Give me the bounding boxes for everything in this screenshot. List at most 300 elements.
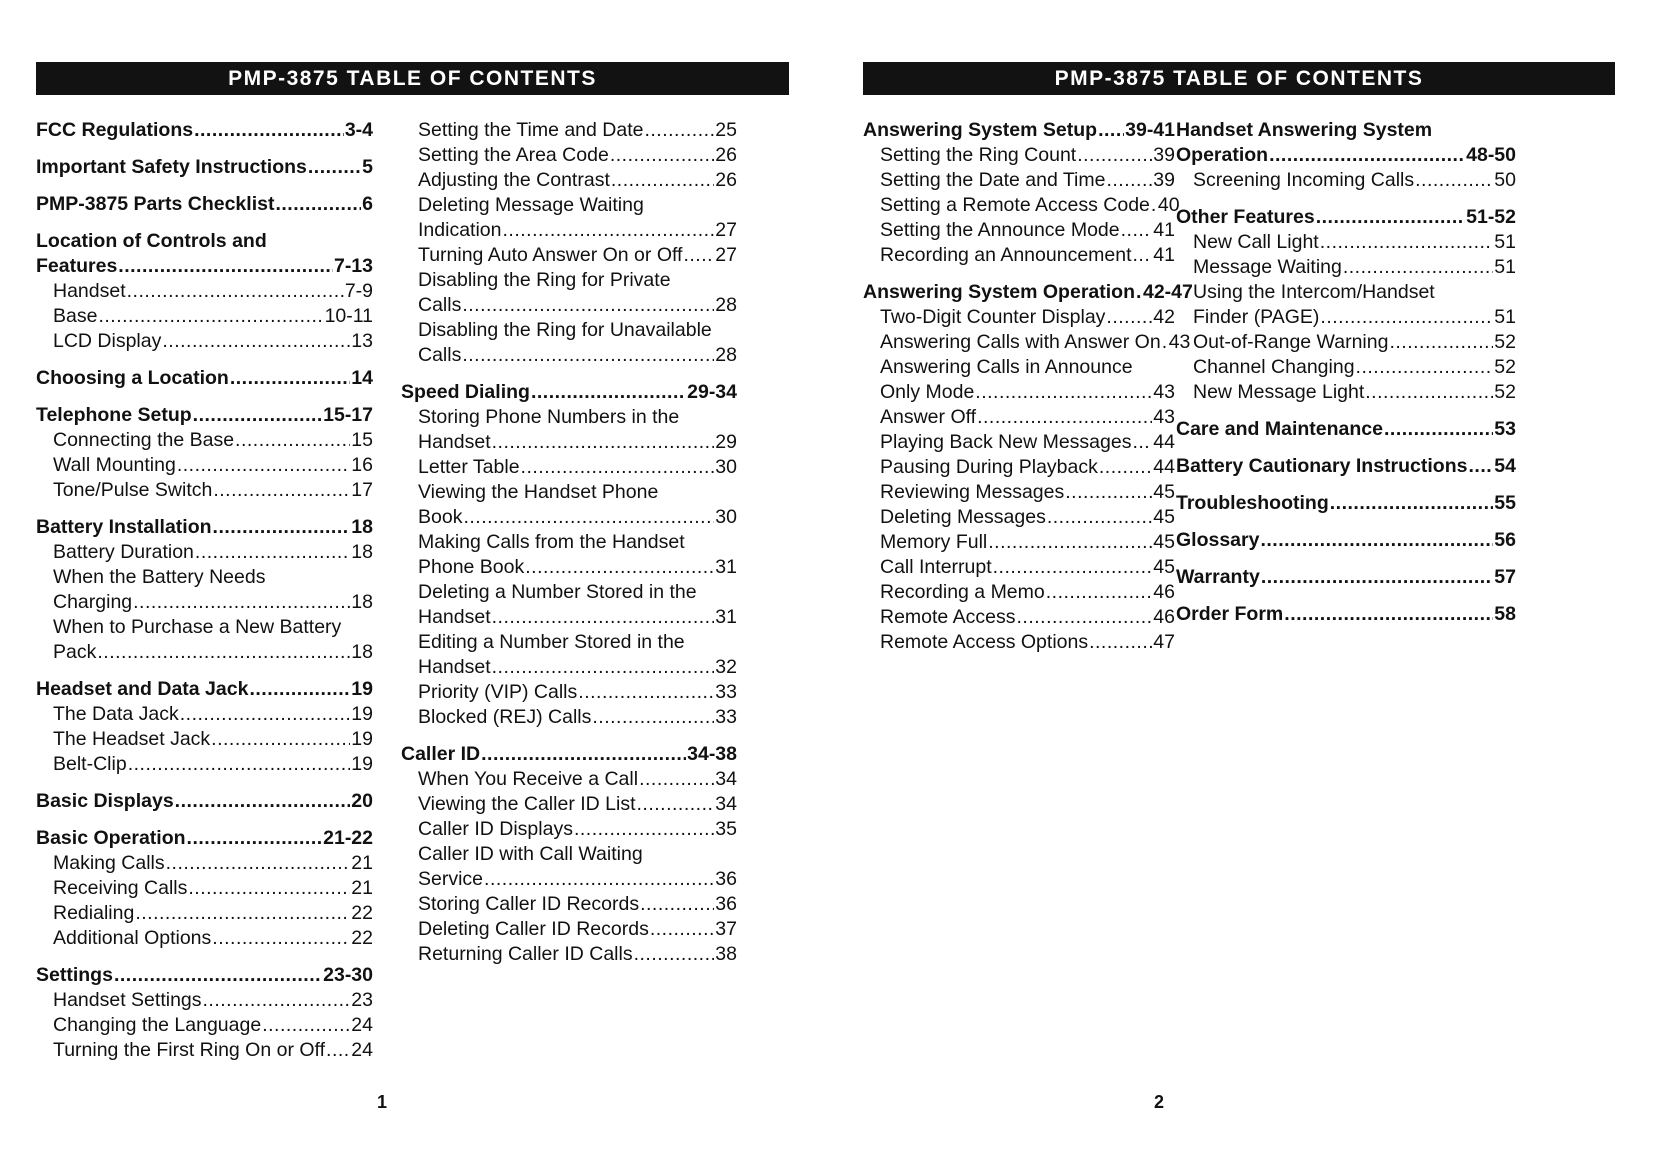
toc-page-number: 54 xyxy=(1494,455,1516,477)
toc-entry-text: Recording an Announcement xyxy=(880,244,1132,266)
toc-page-number: 30 xyxy=(715,456,737,478)
dot-leader xyxy=(127,279,344,304)
toc-entry-text: Caller ID Displays xyxy=(418,818,573,840)
toc-subsection-entry xyxy=(863,218,1175,243)
dot-leader xyxy=(177,453,350,478)
toc-entry-text: Setting the Announce Mode xyxy=(880,219,1120,241)
toc-entry-text: Disabling the Ring for Private xyxy=(418,269,671,291)
toc-entry-text: Storing Phone Numbers in the xyxy=(418,406,680,428)
toc-section-entry xyxy=(863,118,1175,143)
toc-page-number: 34 xyxy=(715,793,737,815)
toc-entry-text: Order Form xyxy=(1176,603,1284,625)
dot-leader xyxy=(492,430,715,455)
toc-entry-text: Using the Intercom/Handset xyxy=(1193,281,1435,303)
dot-leader xyxy=(610,143,714,168)
toc-page-number: 27 xyxy=(715,219,737,241)
toc-entry-text: Handset xyxy=(53,280,126,302)
toc-entry-text: Basic Displays xyxy=(36,790,174,812)
dot-leader xyxy=(1330,491,1494,516)
toc-subsection-entry xyxy=(401,942,737,967)
toc-page-number: 25 xyxy=(715,119,737,141)
toc-page-number: 19 xyxy=(351,703,373,725)
toc-header: PMP-3875 TABLE OF CONTENTS xyxy=(36,62,789,95)
toc-page-number: 19 xyxy=(351,753,373,775)
toc-subsection-entry xyxy=(401,218,737,243)
toc-entry-text: Changing the Language xyxy=(53,1014,262,1036)
toc-subsection-entry xyxy=(1176,305,1516,330)
toc-page-number: 43 xyxy=(1153,381,1175,403)
toc-page-number: 18 xyxy=(351,541,373,563)
dot-leader xyxy=(213,515,351,540)
toc-page-number: 21 xyxy=(351,852,373,874)
toc-page-number: 18 xyxy=(351,516,373,538)
dot-leader xyxy=(592,705,714,730)
dot-leader xyxy=(203,988,351,1013)
dot-leader xyxy=(975,380,1152,405)
toc-subsection-entry xyxy=(401,168,737,193)
toc-entry-text: Operation xyxy=(1176,144,1269,166)
toc-page-number: 41 xyxy=(1153,244,1175,266)
toc-entry-text: LCD Display xyxy=(53,330,162,352)
toc-subsection-entry xyxy=(36,727,373,752)
toc-page-number: 46 xyxy=(1153,581,1175,603)
toc-page-number: 45 xyxy=(1153,506,1175,528)
dot-leader xyxy=(98,304,323,329)
toc-page-number: 3-4 xyxy=(344,119,373,141)
toc-page-number: 13 xyxy=(351,330,373,352)
toc-entry-text: Care and Maintenance xyxy=(1176,418,1383,440)
toc-subsection-entry xyxy=(401,143,737,168)
dot-leader xyxy=(988,530,1152,555)
toc-entry-text: Adjusting the Contrast xyxy=(418,169,610,191)
toc-page-number: 53 xyxy=(1494,418,1516,440)
toc-subsection-entry xyxy=(401,555,737,580)
dot-leader xyxy=(1284,602,1493,627)
toc-section-entry xyxy=(36,118,373,143)
toc-section-entry xyxy=(1176,491,1516,516)
section-gap xyxy=(1176,442,1516,454)
toc-page-number: 46 xyxy=(1153,606,1175,628)
left-page xyxy=(0,0,829,1156)
toc-subsection-entry xyxy=(36,590,373,615)
toc-subsection-entry xyxy=(36,1013,373,1038)
toc-subsection-entry xyxy=(401,705,737,730)
toc-subsection-entry xyxy=(36,540,373,565)
toc-entry-text: Returning Caller ID Calls xyxy=(418,943,633,965)
toc-subsection-entry xyxy=(863,305,1175,330)
toc-entry-text: Setting the Ring Count xyxy=(880,144,1077,166)
dot-leader xyxy=(249,677,350,702)
toc-entry-text: The Headset Jack xyxy=(53,728,211,750)
dot-leader xyxy=(1106,168,1152,193)
dot-leader xyxy=(1468,454,1493,479)
dot-leader xyxy=(135,901,350,926)
toc-subsection-entry xyxy=(863,243,1175,268)
toc-entry-text: Settings xyxy=(36,964,113,986)
toc-page-number: 39 xyxy=(1153,169,1175,191)
toc-page-number: 36 xyxy=(715,893,737,915)
toc-page-number: 32 xyxy=(715,656,737,678)
toc-entry-text: Handset Settings xyxy=(53,989,202,1011)
toc-section-entry xyxy=(401,380,737,405)
toc-entry-text: Answering System Setup xyxy=(863,119,1098,141)
toc-page-number: 31 xyxy=(715,556,737,578)
section-gap xyxy=(36,391,373,403)
toc-page-number: 23 xyxy=(351,989,373,1011)
toc-subsection-entry xyxy=(36,901,373,926)
dot-leader xyxy=(463,505,714,530)
toc-entry-text: Features xyxy=(36,255,118,277)
toc-subsection-entry xyxy=(401,917,737,942)
dot-leader xyxy=(308,155,361,180)
toc-subsection-entry xyxy=(1176,230,1516,255)
toc-page-number: 22 xyxy=(351,927,373,949)
toc-entry-text: Battery Duration xyxy=(53,541,194,563)
toc-page-number: 52 xyxy=(1494,381,1516,403)
toc-entry-text: Answering Calls in Announce xyxy=(880,356,1133,378)
toc-subsection-entry xyxy=(36,428,373,453)
toc-subsection-entry xyxy=(401,455,737,480)
section-gap xyxy=(36,354,373,366)
dot-leader xyxy=(1065,480,1152,505)
toc-entry-text: Belt-Clip xyxy=(53,753,127,775)
toc-entry-text: Tone/Pulse Switch xyxy=(53,479,213,501)
toc-page-number: 50 xyxy=(1494,169,1516,191)
toc-entry-text: Storing Caller ID Records xyxy=(418,893,640,915)
toc-subsection-entry xyxy=(36,1038,373,1063)
toc-entry-text: Pausing During Playback xyxy=(880,456,1098,478)
toc-page-number: 44 xyxy=(1153,431,1175,453)
section-gap xyxy=(863,268,1175,280)
toc-page-number: 45 xyxy=(1153,531,1175,553)
toc-entry-text: Connecting the Base xyxy=(53,429,235,451)
toc-subsection-entry xyxy=(863,580,1175,605)
toc-section-entry xyxy=(1176,417,1516,442)
dot-leader xyxy=(525,555,714,580)
toc-subsection-entry xyxy=(863,330,1191,355)
toc-page-number: 27 xyxy=(715,244,737,266)
toc-page-number: 51 xyxy=(1494,256,1516,278)
toc-page-number: 28 xyxy=(715,344,737,366)
dot-leader xyxy=(1151,193,1157,218)
dot-leader xyxy=(97,640,350,665)
toc-entry-text: Setting the Time and Date xyxy=(418,119,644,141)
toc-subsection-entry xyxy=(863,480,1175,505)
toc-entry-text: Warranty xyxy=(1176,566,1260,588)
toc-entry-text: Message Waiting xyxy=(1193,256,1342,278)
toc-header: PMP-3875 TABLE OF CONTENTS xyxy=(863,62,1615,95)
toc-entry-text: Battery Cautionary Instructions xyxy=(1176,455,1468,477)
toc-page-number: 45 xyxy=(1153,481,1175,503)
dot-leader xyxy=(114,963,322,988)
toc-entry-text: Screening Incoming Calls xyxy=(1193,169,1415,191)
toc-entry-text: Handset xyxy=(418,606,491,628)
toc-subsection-entry xyxy=(401,243,737,268)
toc-entry-text: Deleting Caller ID Records xyxy=(418,918,649,940)
toc-subsection-entry xyxy=(36,453,373,478)
toc-entry-text: Caller ID xyxy=(401,743,481,765)
toc-subsection-entry xyxy=(401,293,737,318)
toc-entry-text: Playing Back New Messages xyxy=(880,431,1132,453)
dot-leader xyxy=(644,118,714,143)
dot-leader xyxy=(118,254,333,279)
dot-leader xyxy=(1133,243,1153,268)
toc-section-entry xyxy=(863,280,1193,305)
toc-entry-text: Answer Off xyxy=(880,406,977,428)
toc-entry-text: Receiving Calls xyxy=(53,877,188,899)
toc-entry-text: Service xyxy=(418,868,484,890)
toc-subsection-entry xyxy=(863,530,1175,555)
toc-entry-text: Speed Dialing xyxy=(401,381,530,403)
toc-page-number: 57 xyxy=(1494,566,1516,588)
toc-subsection-entry xyxy=(401,767,737,792)
toc-page-number: 36 xyxy=(715,868,737,890)
toc-page-number: 33 xyxy=(715,706,737,728)
dot-leader xyxy=(193,403,322,428)
toc-subsection-entry xyxy=(401,505,737,530)
toc-page-number: 26 xyxy=(715,169,737,191)
toc-entry-text: When to Purchase a New Battery xyxy=(53,616,342,638)
toc-entry-text: Remote Access Options xyxy=(880,631,1089,653)
toc-page-number: 35 xyxy=(715,818,737,840)
dot-leader xyxy=(462,343,714,368)
toc-subsection-entry xyxy=(401,867,737,892)
toc-entry-text: Reviewing Messages xyxy=(880,481,1065,503)
section-gap xyxy=(36,143,373,155)
toc-entry-text: Turning the First Ring On or Off xyxy=(53,1039,326,1061)
toc-entry-text: Troubleshooting xyxy=(1176,492,1329,514)
toc-column xyxy=(863,118,1193,655)
toc-entry-text: Base xyxy=(53,305,98,327)
dot-leader xyxy=(1260,528,1493,553)
dot-leader xyxy=(640,892,714,917)
toc-page-number: 15-17 xyxy=(323,404,373,426)
toc-subsection-entry xyxy=(1176,168,1516,193)
section-gap xyxy=(1176,405,1516,417)
toc-section-entry xyxy=(1176,143,1516,168)
toc-entry-text: Finder (PAGE) xyxy=(1193,306,1320,328)
toc-page-number: 22 xyxy=(351,902,373,924)
toc-page-number: 33 xyxy=(715,681,737,703)
toc-page-number: 15 xyxy=(351,429,373,451)
toc-page-number: 17 xyxy=(351,479,373,501)
toc-entry-text: Viewing the Handset Phone xyxy=(418,481,659,503)
toc-page-number: 40 xyxy=(1157,194,1180,216)
toc-page-number: 52 xyxy=(1494,356,1516,378)
toc-entry-text: Important Safety Instructions xyxy=(36,156,307,178)
dot-leader xyxy=(484,867,714,892)
toc-entry-text: Redialing xyxy=(53,902,135,924)
dot-leader xyxy=(133,590,350,615)
toc-page-number: 10-11 xyxy=(324,305,373,327)
section-gap xyxy=(1176,553,1516,565)
section-gap xyxy=(1176,193,1516,205)
dot-leader xyxy=(634,942,715,967)
toc-page-number: 37 xyxy=(715,918,737,940)
toc-entry-text: Choosing a Location xyxy=(36,367,229,389)
page-number: 1 xyxy=(377,1092,388,1112)
dot-leader xyxy=(1343,255,1493,280)
toc-entry-text: Blocked (REJ) Calls xyxy=(418,706,592,728)
toc-page-number: 51 xyxy=(1494,306,1516,328)
toc-page-number: 56 xyxy=(1494,529,1516,551)
toc-section-entry xyxy=(36,515,373,540)
dot-leader xyxy=(235,428,350,453)
toc-entry-text: Making Calls from the Handset xyxy=(418,531,685,553)
toc-subsection-entry xyxy=(863,430,1175,455)
toc-entry-text: Charging xyxy=(53,591,133,613)
dot-leader xyxy=(521,455,715,480)
toc-entry-text: Out-of-Range Warning xyxy=(1193,331,1389,353)
toc-page-number: 7-9 xyxy=(344,280,373,302)
toc-subsection-entry xyxy=(1176,255,1516,280)
dot-leader xyxy=(1121,218,1153,243)
toc-entry-text: Two-Digit Counter Display xyxy=(880,306,1106,328)
dot-leader xyxy=(502,218,714,243)
dot-leader xyxy=(1089,630,1152,655)
dot-leader xyxy=(977,405,1152,430)
dot-leader xyxy=(650,917,714,942)
dot-leader xyxy=(1047,505,1152,530)
dot-leader xyxy=(1106,305,1152,330)
toc-page-number: 28 xyxy=(715,294,737,316)
toc-page-number: 39-41 xyxy=(1125,119,1175,141)
dot-leader xyxy=(175,789,351,814)
toc-entry-text: Letter Table xyxy=(418,456,520,478)
dot-leader xyxy=(326,1038,350,1063)
toc-entry-text: Glossary xyxy=(1176,529,1260,551)
toc-subsection-entry xyxy=(401,655,737,680)
toc-page-number: 20 xyxy=(351,790,373,812)
toc-subsection-entry xyxy=(401,343,737,368)
toc-page-number: 24 xyxy=(351,1039,373,1061)
toc-page-number: 21 xyxy=(351,877,373,899)
section-gap xyxy=(401,730,737,742)
dot-leader xyxy=(462,293,714,318)
toc-entry-text: Calls xyxy=(418,294,462,316)
toc-page-number: 31 xyxy=(715,606,737,628)
toc-subsection-entry xyxy=(401,792,737,817)
toc-entry-text: Basic Operation xyxy=(36,827,186,849)
toc-subsection-entry xyxy=(36,478,373,503)
toc-subsection-entry xyxy=(401,118,737,143)
dot-leader xyxy=(1162,330,1168,355)
right-page xyxy=(829,0,1659,1156)
toc-section-entry xyxy=(36,963,373,988)
toc-page-number: 45 xyxy=(1153,556,1175,578)
dot-leader xyxy=(531,380,686,405)
toc-entry-text: Remote Access xyxy=(880,606,1016,628)
toc-section-entry xyxy=(1176,454,1516,479)
dot-leader xyxy=(1132,430,1152,455)
toc-section-entry xyxy=(401,742,737,767)
dot-leader xyxy=(492,605,715,630)
toc-page-number: 5 xyxy=(362,156,373,178)
toc-entry-text: Location of Controls and xyxy=(36,230,267,252)
toc-entry-text: Phone Book xyxy=(418,556,525,578)
toc-entry-text: Setting a Remote Access Code xyxy=(880,194,1150,216)
dot-leader xyxy=(1356,355,1494,380)
toc-entry-text: Other Features xyxy=(1176,206,1315,228)
toc-entry-text: Answering System Operation xyxy=(863,281,1135,303)
toc-entry-text: Handset xyxy=(418,656,491,678)
toc-entry-text: Only Mode xyxy=(880,381,975,403)
toc-entry-text: Editing a Number Stored in the xyxy=(418,631,685,653)
toc-entry-text: Calls xyxy=(418,344,462,366)
toc-entry-text: Handset xyxy=(418,431,491,453)
toc-entry-text: Call Interrupt xyxy=(880,556,992,578)
toc-entry-text: New Call Light xyxy=(1193,231,1319,253)
toc-section-entry xyxy=(36,789,373,814)
dot-leader xyxy=(993,555,1153,580)
dot-leader xyxy=(212,926,350,951)
dot-leader xyxy=(166,851,351,876)
toc-page-number: 26 xyxy=(715,144,737,166)
toc-subsection-entry xyxy=(401,817,737,842)
dot-leader xyxy=(195,540,350,565)
dot-leader xyxy=(230,366,350,391)
toc-entry-text: Headset and Data Jack xyxy=(36,678,249,700)
toc-section-entry xyxy=(36,403,373,428)
toc-entry-text: Viewing the Caller ID List xyxy=(418,793,636,815)
toc-page-number: 42-47 xyxy=(1142,281,1193,303)
toc-subsection-entry xyxy=(863,405,1175,430)
toc-column xyxy=(1176,118,1516,627)
dot-leader xyxy=(162,329,350,354)
section-gap xyxy=(36,951,373,963)
toc-subsection-entry xyxy=(1176,330,1516,355)
dot-leader xyxy=(180,702,351,727)
dot-leader xyxy=(211,727,350,752)
toc-page-number: 14 xyxy=(351,367,373,389)
dot-leader xyxy=(187,826,323,851)
dot-leader xyxy=(1046,580,1153,605)
toc-entry-text: Disabling the Ring for Unavailable xyxy=(418,319,712,341)
toc-page-number: 18 xyxy=(351,591,373,613)
toc-subsection-entry xyxy=(401,430,737,455)
toc-entry-text: Answering Calls with Answer On xyxy=(880,331,1161,353)
toc-entry-text: Priority (VIP) Calls xyxy=(418,681,578,703)
toc-entry-text: Turning Auto Answer On or Off xyxy=(418,244,683,266)
dot-leader xyxy=(188,876,350,901)
toc-entry-text: Wall Mounting xyxy=(53,454,176,476)
toc-entry-text: Additional Options xyxy=(53,927,212,949)
toc-section-entry xyxy=(1176,528,1516,553)
toc-page-number: 19 xyxy=(351,678,373,700)
toc-page-number: 34-38 xyxy=(687,743,737,765)
toc-section-entry xyxy=(1176,565,1516,590)
toc-section-entry xyxy=(36,192,373,217)
toc-entry-text: Recording a Memo xyxy=(880,581,1045,603)
toc-subsection-entry xyxy=(863,143,1175,168)
section-gap xyxy=(36,217,373,229)
toc-page-number: 52 xyxy=(1494,331,1516,353)
section-gap xyxy=(36,665,373,677)
dot-leader xyxy=(639,767,714,792)
toc-entry-text: Caller ID with Call Waiting xyxy=(418,843,643,865)
toc-subsection-entry xyxy=(36,279,373,304)
toc-subsection-entry xyxy=(36,926,373,951)
toc-page-number: 51 xyxy=(1494,231,1516,253)
dot-leader xyxy=(194,118,344,143)
toc-entry-text: PMP-3875 Parts Checklist xyxy=(36,193,275,215)
toc-entry-text: When You Receive a Call xyxy=(418,768,639,790)
section-gap xyxy=(36,503,373,515)
toc-page-number: 21-22 xyxy=(323,827,373,849)
toc-subsection-entry xyxy=(863,193,1180,218)
toc-page-number: 47 xyxy=(1153,631,1175,653)
toc-column xyxy=(36,118,373,1063)
